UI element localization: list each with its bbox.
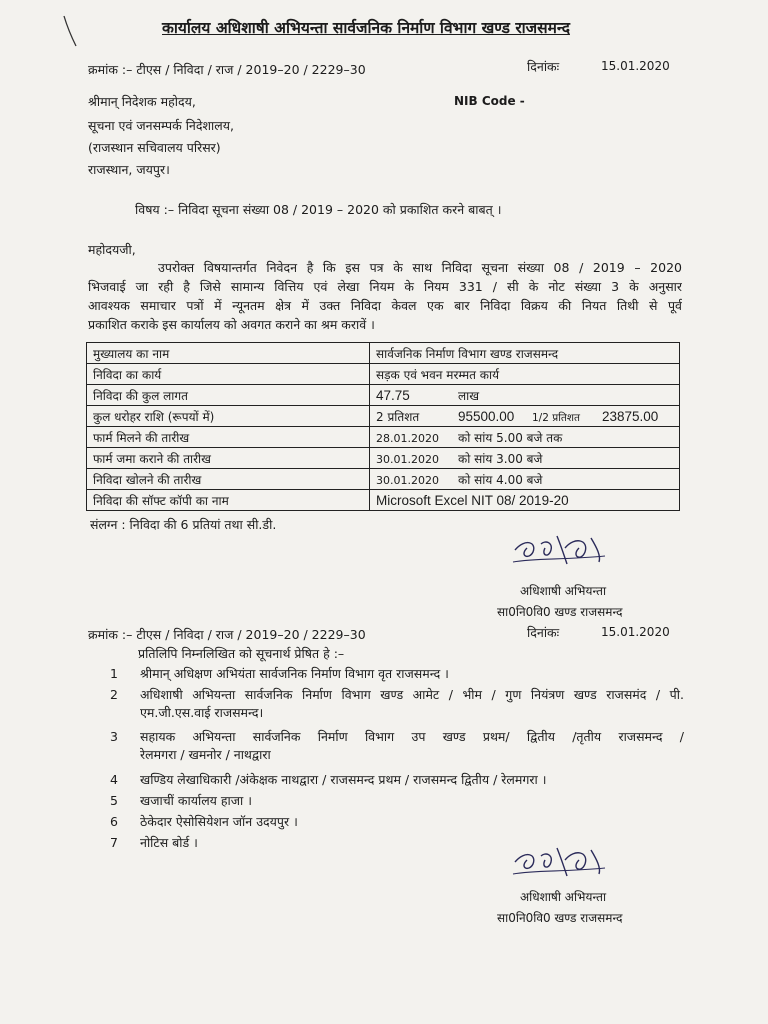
body-line: उपरोक्त विषयान्तर्गत निवेदन है कि इस पत्र के साथ निविदा सूचना संख्या 08 / 2019 – 2020 <box>158 260 682 275</box>
row-label: निविदा की कुल लागत <box>87 385 370 406</box>
date-label: दिनांकः <box>527 59 560 74</box>
body-line: प्रकाशित कराके इस कार्यालय को अवगत कराने का श्रम करावें । <box>88 317 375 332</box>
table-row <box>87 385 680 406</box>
body-line: भिजवाई जा रही है जिसे सामान्य वित्तिय एवं लेखा नियम के नियम 331 / सी के नोट संख्या 3 के अनुसार <box>88 279 682 294</box>
addressee-line-3: (राजस्थान सचिवालय परिसर) <box>88 140 221 155</box>
margin-pen-mark <box>58 14 88 48</box>
item-line: अधिशाषी अभियन्ता सार्वजनिक निर्माण विभाग खण्ड आमेट / भीम / गुण नियंत्रण खण्ड राजसमंद / पी. <box>140 687 684 702</box>
addressee-line-4: राजस्थान, जयपुर। <box>88 162 170 177</box>
list-item <box>110 665 684 685</box>
form-submit-date: 30.01.2020 <box>376 452 439 466</box>
list-item <box>110 771 684 791</box>
table-row <box>87 448 680 469</box>
signature-image <box>505 530 615 570</box>
deposit-amount-2: 95500.00 <box>458 408 515 424</box>
form-issue-date: 28.01.2020 <box>376 431 439 445</box>
deposit-percent-half: 1/2 प्रतिशत <box>532 411 581 424</box>
list-item <box>110 792 684 812</box>
item-number: 6 <box>110 814 118 829</box>
body-line: आवश्यक समाचार पत्रों में न्यूनतम क्षेत्र में उक्त निविदा केवल एक बार निविदा विक्रय की नियत तिथी से पूर्व <box>88 298 682 313</box>
copy-date-value: 15.01.2020 <box>601 625 670 639</box>
row-label: फार्म जमा कराने की तारीख <box>87 448 370 469</box>
addressee-line-1: श्रीमान् निदेशक महोदय, <box>88 94 196 109</box>
copy-date-label: दिनांकः <box>527 625 560 640</box>
nib-code: NIB Code - <box>454 94 525 108</box>
list-item <box>110 728 684 766</box>
reference-number: क्रमांक :– टीएस / निविदा / राज / 2019–20 / 2229–30 <box>88 62 366 77</box>
item-line: सहायक अभियन्ता सार्वजनिक निर्माण विभाग उप खण्ड प्रथम/ द्वितीय /तृतीय राजसमन्द / <box>140 729 684 744</box>
item-text <box>140 686 684 722</box>
row-value: Microsoft Excel NIT 08/ 2019-20 <box>370 490 680 511</box>
row-value: सड़क एवं भवन मरम्मत कार्य <box>370 364 680 385</box>
row-label: मुख्यालय का नाम <box>87 343 370 364</box>
item-number: 1 <box>110 666 118 681</box>
signatory-title: अधिशाषी अभियन्ता <box>520 890 607 904</box>
row-value: सार्वजनिक निर्माण विभाग खण्ड राजसमन्द <box>370 343 680 364</box>
list-item <box>110 813 684 833</box>
item-number: 5 <box>110 793 118 808</box>
row-label: कुल धरोहर राशि (रूपयों में) <box>87 406 370 427</box>
office-heading: कार्यालय अधिशाषी अभियन्ता सार्वजनिक निर्माण विभाग खण्ड राजसमन्द <box>162 19 570 37</box>
item-text: खजाचीं कार्यालय हाजा । <box>140 793 253 808</box>
copy-reference-number: क्रमांक :– टीएस / निविदा / राज / 2019–20 / 2229–30 <box>88 627 366 642</box>
table-row <box>87 427 680 448</box>
row-value <box>370 406 680 427</box>
opening-time: को सांय 4.00 बजे <box>458 472 543 487</box>
table-row <box>87 406 680 427</box>
body-paragraph <box>88 258 682 334</box>
item-number: 7 <box>110 835 118 850</box>
table-row <box>87 364 680 385</box>
tender-info-table <box>86 342 680 511</box>
item-number: 4 <box>110 772 118 787</box>
total-cost-amount: 47.75 <box>376 387 410 403</box>
item-number: 3 <box>110 729 118 744</box>
item-line: एम.जी.एस.वाई राजसमन्द। <box>140 705 264 720</box>
row-label: निविदा खोलने की तारीख <box>87 469 370 490</box>
deposit-percent-2: 2 प्रतिशत <box>376 409 420 424</box>
item-number: 2 <box>110 687 118 702</box>
item-line: रेलमगरा / खमनोर / नाथद्वारा <box>140 747 271 762</box>
item-text <box>140 728 684 764</box>
form-issue-time: को सांय 5.00 बजे तक <box>458 430 563 445</box>
row-label: फार्म मिलने की तारीख <box>87 427 370 448</box>
subject-line: विषय :– निविदा सूचना संख्या 08 / 2019 – 2020 को प्रकाशित करने बाबत् । <box>135 202 502 217</box>
total-cost-unit: लाख <box>458 388 480 403</box>
enclosure-note: संलग्न : निविदा की 6 प्रतियां तथा सी.डी. <box>90 517 277 532</box>
row-value <box>370 427 680 448</box>
row-label: निविदा की सॉफ्ट कॉपी का नाम <box>87 490 370 511</box>
row-label: निविदा का कार्य <box>87 364 370 385</box>
list-item <box>110 686 684 724</box>
date-value: 15.01.2020 <box>601 59 670 73</box>
row-value <box>370 469 680 490</box>
signatory-title: अधिशाषी अभियन्ता <box>520 584 607 598</box>
table-row <box>87 469 680 490</box>
copy-intro: प्रतिलिपि निम्नलिखित को सूचनार्थ प्रेषित हे :– <box>138 646 345 661</box>
form-submit-time: को सांय 3.00 बजे <box>458 451 543 466</box>
item-text: श्रीमान् अधिक्षण अभियंता सार्वजनिक निर्माण विभाग वृत राजसमन्द । <box>140 666 449 681</box>
table-row <box>87 343 680 364</box>
item-text: खण्डिय लेखाधिकारी /अंकेक्षक नाथद्वारा / राजसमन्द प्रथम / राजसमन्द द्वितीय / रेलमगरा । <box>140 772 547 787</box>
addressee-line-2: सूचना एवं जनसम्पर्क निदेशालय, <box>88 118 234 133</box>
row-value <box>370 385 680 406</box>
item-text: ठेकेदार ऐसोसियेशन जॉन उदयपुर । <box>140 814 298 829</box>
row-value <box>370 448 680 469</box>
signatory-office: सा0नि0वि0 खण्ड राजसमन्द <box>497 911 623 925</box>
deposit-amount-half: 23875.00 <box>602 408 659 424</box>
signature-image <box>505 842 615 882</box>
opening-date: 30.01.2020 <box>376 473 439 487</box>
signatory-office: सा0नि0वि0 खण्ड राजसमन्द <box>497 605 623 619</box>
item-text: नोटिस बोर्ड । <box>140 835 198 850</box>
salutation: महोदयजी, <box>88 242 136 257</box>
table-row <box>87 490 680 511</box>
